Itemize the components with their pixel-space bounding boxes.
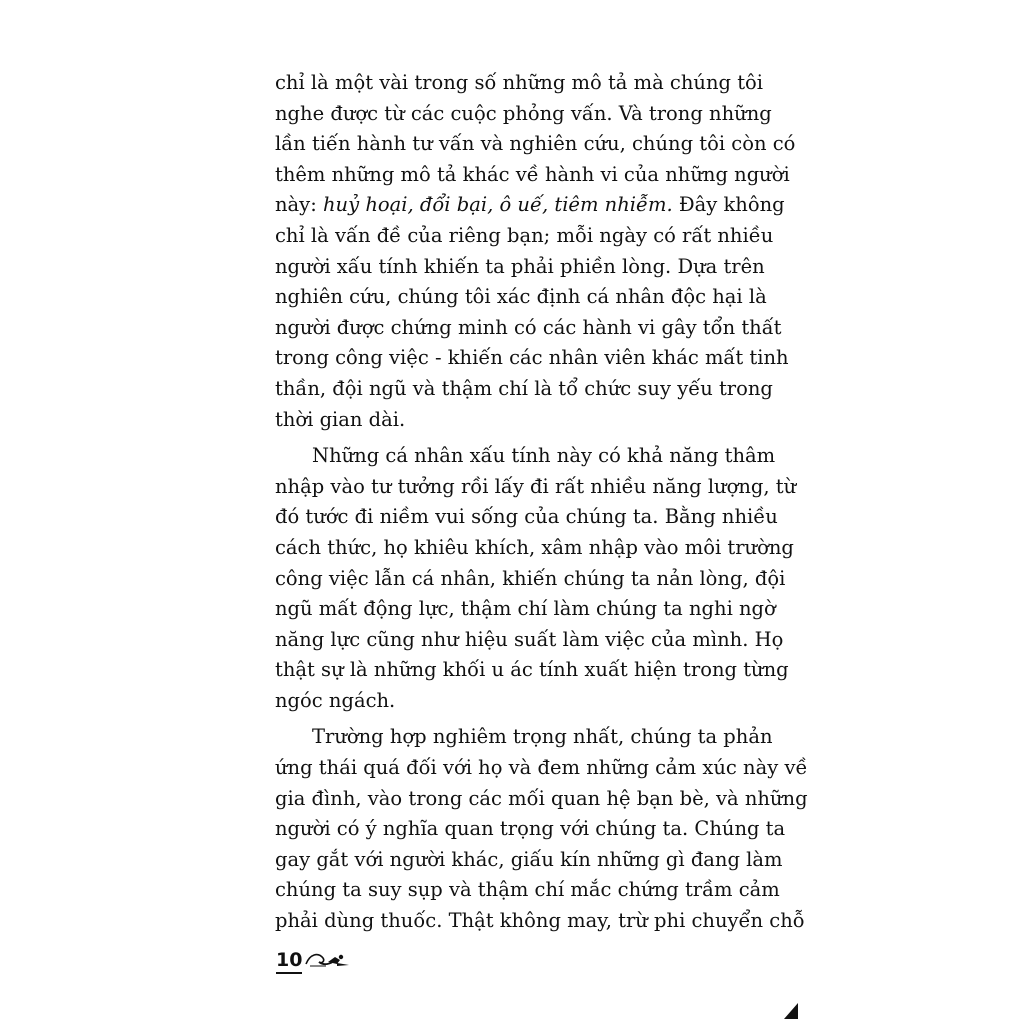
text-line	[275, 875, 780, 906]
text-line	[275, 343, 789, 374]
text-segment: Những cá nhân xấu tính này có khả năng thâm	[312, 444, 776, 468]
text-segment: chỉ là một vài trong số những mô tả mà chúng tôi	[275, 71, 764, 94]
text-segment: phải dùng thuốc. Thật không may, trừ phi chuyển chỗ	[275, 909, 805, 933]
text-segment: này:	[275, 193, 323, 217]
text-segment: cách thức, họ khiêu khích, xâm nhập vào môi trường	[275, 535, 794, 559]
text-segment: đó tước đi niềm vui sống của chúng ta. Bằng nhiều	[275, 505, 778, 529]
text-line	[275, 68, 764, 99]
paragraph	[275, 441, 797, 716]
ink-drawing-figure-icon	[304, 945, 350, 974]
text-line	[275, 160, 790, 191]
text-line	[275, 129, 796, 160]
text-line	[275, 472, 797, 503]
text-segment: thêm những mô tả khác về hành vi của những người	[275, 162, 790, 186]
text-segment: trong công việc - khiến các nhân viên khác mất tinh	[275, 346, 789, 370]
text-segment: người xấu tính khiến ta phải phiền lòng. Dựa trên	[275, 254, 765, 278]
text-line	[275, 906, 805, 937]
text-segment: thật sự là những khối u ác tính xuất hiện trong từng	[275, 658, 789, 682]
text-line	[275, 441, 776, 472]
page-number: 10	[276, 949, 302, 974]
text-segment: thời gian dài.	[275, 407, 406, 431]
paragraph	[275, 68, 796, 435]
text-segment: ngóc ngách.	[275, 688, 396, 712]
text-line	[275, 625, 784, 656]
text-segment: công việc lẫn cá nhân, khiến chúng ta nản lòng, đội	[275, 566, 786, 590]
text-line	[275, 722, 773, 753]
text-segment: nhập vào tư tưởng rồi lấy đi rất nhiều năng lượng, từ	[275, 474, 797, 498]
text-line	[275, 845, 783, 876]
text-segment: người có ý nghĩa quan trọng với chúng ta. Chúng ta	[275, 817, 786, 841]
body-text	[275, 68, 808, 937]
italic-text: huỷ hoại, đổi bại, ô uế, tiêm nhiễm.	[322, 193, 673, 217]
text-line	[275, 374, 773, 405]
text-segment: Trường hợp nghiêm trọng nhất, chúng ta phản	[312, 725, 773, 749]
text-line	[275, 313, 782, 344]
text-segment: ứng thái quá đối với họ và đem những cảm xúc này về	[275, 756, 808, 780]
text-segment: nghe được từ các cuộc phỏng vấn. Và trong những	[275, 101, 772, 125]
text-segment: năng lực cũng như hiệu suất làm việc của mình. Họ	[275, 627, 784, 651]
text-line	[275, 221, 774, 252]
text-segment: gia đình, vào trong các mối quan hệ bạn bè, và những	[275, 786, 808, 810]
text-line	[275, 753, 808, 784]
text-segment: nghiên cứu, chúng tôi xác định cá nhân độc hại là	[275, 285, 767, 309]
text-segment: chúng ta suy sụp và thậm chí mắc chứng trầm cảm	[275, 878, 780, 902]
text-line	[275, 594, 776, 625]
text-line	[275, 655, 789, 686]
text-line	[275, 814, 786, 845]
text-segment: gay gắt với người khác, giấu kín những gì đang làm	[275, 847, 783, 871]
text-line	[275, 99, 772, 130]
text-line	[275, 784, 808, 815]
text-line	[275, 564, 786, 595]
text-line	[275, 282, 767, 313]
text-line	[275, 686, 757, 717]
text-line	[275, 252, 765, 283]
text-line	[275, 190, 785, 221]
paragraph	[275, 722, 808, 936]
page-corner-mark	[784, 1003, 798, 1024]
text-line	[275, 405, 757, 436]
page-footer	[276, 944, 350, 974]
text-line	[275, 533, 794, 564]
text-segment: lần tiến hành tư vấn và nghiên cứu, chúng tôi còn có	[275, 132, 796, 156]
text-segment: người được chứng minh có các hành vi gây tổn thất	[275, 315, 782, 339]
text-segment: Đây không	[672, 193, 785, 217]
text-line	[275, 502, 778, 533]
text-segment: thần, đội ngũ và thậm chí là tổ chức suy yếu trong	[275, 376, 773, 400]
text-segment: chỉ là vấn đề của riêng bạn; mỗi ngày có rất nhiều	[275, 223, 774, 247]
text-segment: ngũ mất động lực, thậm chí làm chúng ta nghi ngờ	[275, 597, 776, 621]
